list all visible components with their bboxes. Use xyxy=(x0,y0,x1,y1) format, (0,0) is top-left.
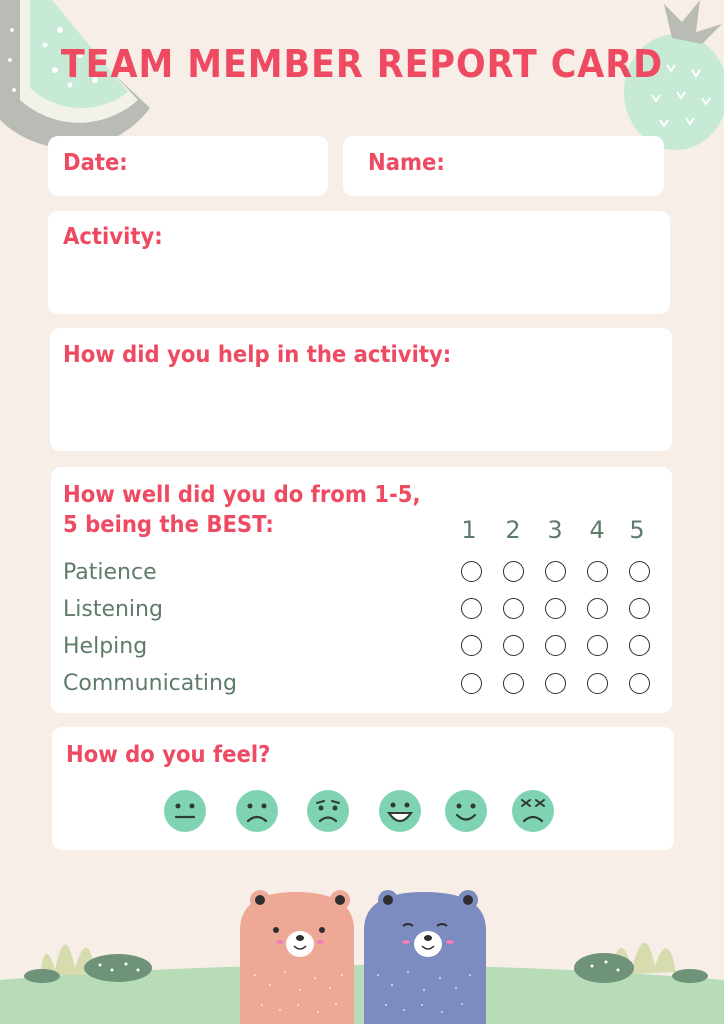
worried-face-icon[interactable] xyxy=(306,789,350,833)
page-title: TEAM MEMBER REPORT CARD xyxy=(60,42,664,86)
rating-radio[interactable] xyxy=(629,635,650,656)
rating-radio[interactable] xyxy=(503,598,524,619)
rating-radio[interactable] xyxy=(545,635,566,656)
scale-number: 4 xyxy=(589,516,605,544)
scale-number: 2 xyxy=(505,516,521,544)
smiling-face-icon[interactable] xyxy=(444,789,488,833)
rating-radio[interactable] xyxy=(545,673,566,694)
scale-number: 5 xyxy=(629,516,645,544)
rating-radio[interactable] xyxy=(587,598,608,619)
rating-radio[interactable] xyxy=(629,673,650,694)
rating-radio[interactable] xyxy=(461,673,482,694)
rating-radio[interactable] xyxy=(545,561,566,582)
feel-question: How do you feel? xyxy=(66,742,271,768)
rating-radio[interactable] xyxy=(629,561,650,582)
rating-radio[interactable] xyxy=(461,561,482,582)
rating-radio[interactable] xyxy=(461,635,482,656)
rating-radio[interactable] xyxy=(503,635,524,656)
rating-radio[interactable] xyxy=(503,561,524,582)
scale-number: 3 xyxy=(547,516,563,544)
date-label: Date: xyxy=(63,150,128,176)
criterion-label: Listening xyxy=(63,597,163,622)
rating-question-line2: 5 being the BEST: xyxy=(63,512,274,538)
bears-and-bushes-illustration xyxy=(0,880,724,1024)
rating-radio[interactable] xyxy=(587,635,608,656)
sad-face-icon[interactable] xyxy=(235,789,279,833)
rating-radio[interactable] xyxy=(629,598,650,619)
grinning-face-icon[interactable] xyxy=(378,789,422,833)
angry-face-icon[interactable] xyxy=(511,789,555,833)
scale-number: 1 xyxy=(461,516,477,544)
rating-radio[interactable] xyxy=(587,673,608,694)
rating-radio[interactable] xyxy=(587,561,608,582)
rating-radio[interactable] xyxy=(545,598,566,619)
criterion-label: Patience xyxy=(63,560,157,585)
rating-question-line1: How well did you do from 1-5, xyxy=(63,482,421,508)
name-label: Name: xyxy=(368,150,445,176)
neutral-face-icon[interactable] xyxy=(163,789,207,833)
help-label: How did you help in the activity: xyxy=(63,342,452,368)
criterion-label: Helping xyxy=(63,634,148,659)
activity-label: Activity: xyxy=(63,224,163,250)
criterion-label: Communicating xyxy=(63,671,237,696)
rating-radio[interactable] xyxy=(461,598,482,619)
rating-radio[interactable] xyxy=(503,673,524,694)
